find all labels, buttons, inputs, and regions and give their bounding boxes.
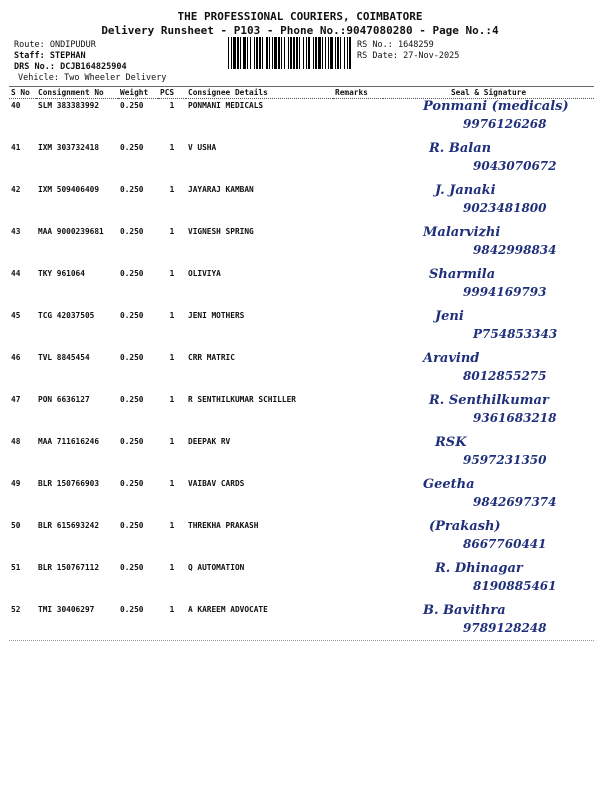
cell-pcs: 1 <box>169 395 175 404</box>
cell-remarks <box>333 183 383 225</box>
barcode-bar <box>247 37 248 69</box>
barcode-bar <box>237 37 239 69</box>
barcode-bar <box>335 37 336 69</box>
handwritten-phone: 8190885461 <box>473 579 557 593</box>
col-sno: S No <box>9 87 36 99</box>
cell-pcs: 1 <box>169 311 175 320</box>
handwritten-signature: R. Balan <box>429 141 492 156</box>
cell-consignment: TMI 30406297 <box>38 605 95 614</box>
table-row <box>9 393 594 435</box>
barcode-bar <box>340 37 341 69</box>
route-value: ONDIPUDUR <box>49 40 96 50</box>
cell-consignment: PON 6636127 <box>38 395 90 404</box>
barcode-bar <box>318 37 321 69</box>
barcode-bar <box>306 37 307 69</box>
rs-no-label: RS No.: <box>357 40 393 50</box>
barcode-bar <box>278 37 280 69</box>
cell-signature <box>383 393 594 435</box>
cell-consignee: PONMANI MEDICALS <box>188 101 264 110</box>
cell-consignment: BLR 150766903 <box>38 479 100 488</box>
cell-sno: 47 <box>11 395 21 404</box>
handwritten-phone: 9361683218 <box>473 411 557 425</box>
handwritten-phone: P754853343 <box>473 327 558 341</box>
cell-consignment: IXM 303732418 <box>38 143 100 152</box>
rs-date-line <box>357 51 459 61</box>
col-pcs: PCS <box>158 87 186 99</box>
barcode-bar <box>344 37 345 69</box>
table-body <box>9 99 594 646</box>
handwritten-phone: 9023481800 <box>463 201 547 215</box>
barcode-bar <box>293 37 295 69</box>
cell-remarks <box>333 435 383 477</box>
barcode-bar <box>308 37 310 69</box>
table-row <box>9 183 594 225</box>
cell-pcs: 1 <box>169 479 175 488</box>
cell-consignee: R SENTHILKUMAR SCHILLER <box>188 395 296 404</box>
cell-weight: 0.250 <box>120 227 144 236</box>
barcode-bar <box>315 37 317 69</box>
barcode <box>228 37 353 69</box>
handwritten-signature: RSK <box>435 435 467 450</box>
cell-remarks <box>333 267 383 309</box>
barcode-bar <box>256 37 258 69</box>
vehicle-line <box>18 73 166 83</box>
barcode-bar <box>250 37 251 69</box>
handwritten-signature: J. Janaki <box>435 183 496 198</box>
cell-weight: 0.250 <box>120 143 144 152</box>
handwritten-phone: 8012855275 <box>463 369 547 383</box>
table-row <box>9 141 594 183</box>
cell-consignment: MAA 9000239681 <box>38 227 104 236</box>
cell-signature <box>383 603 594 645</box>
handwritten-signature: R. Senthilkumar <box>429 393 549 408</box>
barcode-bar <box>347 37 348 69</box>
cell-remarks <box>333 519 383 561</box>
cell-consignment: TKY 961064 <box>38 269 85 278</box>
cell-consignment: MAA 711616246 <box>38 437 100 446</box>
cell-signature <box>383 561 594 603</box>
barcode-bar <box>288 37 289 69</box>
handwritten-phone: 9842998834 <box>473 243 557 257</box>
cell-consignment: TVL 8845454 <box>38 353 90 362</box>
company-title: THE PROFESSIONAL COURIERS, COIMBATORE <box>177 10 423 23</box>
cell-consignee: JENI MOTHERS <box>188 311 245 320</box>
cell-sno: 46 <box>11 353 21 362</box>
barcode-bar <box>322 37 323 69</box>
handwritten-signature: Geetha <box>423 477 475 492</box>
barcode-bar <box>233 37 236 69</box>
handwritten-signature: R. Dhinagar <box>435 561 523 576</box>
cell-remarks <box>333 141 383 183</box>
barcode-bar <box>266 37 268 69</box>
handwritten-phone: 9789128248 <box>463 621 547 635</box>
cell-pcs: 1 <box>169 269 175 278</box>
col-signature: Seal & Signature <box>383 87 594 99</box>
handwritten-phone: 9043070672 <box>473 159 557 173</box>
cell-signature <box>383 141 594 183</box>
cell-consignee: V USHA <box>188 143 217 152</box>
cell-remarks <box>333 603 383 645</box>
cell-consignee: CRR MATRIC <box>188 353 235 362</box>
table-bottom-rule <box>9 640 594 641</box>
cell-weight: 0.250 <box>120 437 144 446</box>
cell-signature <box>383 309 594 351</box>
handwritten-phone: 9976126268 <box>463 117 547 131</box>
cell-pcs: 1 <box>169 437 175 446</box>
cell-sno: 42 <box>11 185 21 194</box>
cell-signature <box>383 351 594 393</box>
runsheet-table <box>9 86 594 645</box>
cell-weight: 0.250 <box>120 479 144 488</box>
barcode-bar <box>328 37 329 69</box>
cell-remarks <box>333 393 383 435</box>
cell-pcs: 1 <box>169 563 175 572</box>
cell-consignment: SLM 383383992 <box>38 101 100 110</box>
cell-sno: 51 <box>11 563 21 572</box>
rs-date-value: 27-Nov-2025 <box>403 51 460 61</box>
cell-weight: 0.250 <box>120 101 144 110</box>
cell-sno: 43 <box>11 227 21 236</box>
cell-signature <box>383 435 594 477</box>
col-consignment: Consignment No <box>36 87 118 99</box>
cell-pcs: 1 <box>169 101 175 110</box>
drs-line <box>14 62 127 72</box>
barcode-bar <box>228 37 229 69</box>
rs-no-value: 1648259 <box>397 40 434 50</box>
cell-consignee: DEEPAK RV <box>188 437 231 446</box>
barcode-bar <box>240 37 241 69</box>
cell-signature <box>383 267 594 309</box>
cell-sno: 49 <box>11 479 21 488</box>
cell-consignment: IXM 509406409 <box>38 185 100 194</box>
cell-sno: 50 <box>11 521 21 530</box>
col-remarks: Remarks <box>333 87 383 99</box>
cell-remarks <box>333 309 383 351</box>
barcode-bar <box>272 37 273 69</box>
table-row <box>9 267 594 309</box>
cell-signature <box>383 477 594 519</box>
barcode-bar <box>231 37 232 69</box>
barcode-bar <box>349 37 351 69</box>
barcode-bar <box>262 37 263 69</box>
staff-value: STEPHAN <box>49 51 86 61</box>
barcode-bar <box>281 37 282 69</box>
cell-pcs: 1 <box>169 353 175 362</box>
runsheet-subtitle: Delivery Runsheet - P103 - Phone No.:9047080280 - Page No.:4 <box>101 24 499 37</box>
table-row <box>9 99 594 142</box>
cell-signature <box>383 183 594 225</box>
table-row <box>9 519 594 561</box>
handwritten-signature: Ponmani (medicals) <box>423 99 569 114</box>
table-row <box>9 225 594 267</box>
staff-label: Staff: <box>14 51 45 61</box>
table-row <box>9 435 594 477</box>
vehicle-value: Two Wheeler Delivery <box>64 73 167 83</box>
handwritten-signature: (Prakash) <box>429 519 501 534</box>
handwritten-phone: 9597231350 <box>463 453 547 467</box>
cell-consignee: Q AUTOMATION <box>188 563 245 572</box>
cell-remarks <box>333 351 383 393</box>
cell-sno: 48 <box>11 437 21 446</box>
col-weight: Weight <box>118 87 158 99</box>
cell-consignment: TCG 42037505 <box>38 311 95 320</box>
cell-consignee: VIGNESH SPRING <box>188 227 254 236</box>
handwritten-phone: 9994169793 <box>463 285 547 299</box>
cell-weight: 0.250 <box>120 563 144 572</box>
cell-consignment: BLR 150767112 <box>38 563 100 572</box>
table-header-row <box>9 87 594 99</box>
cell-sno: 40 <box>11 101 21 110</box>
cell-pcs: 1 <box>169 227 175 236</box>
barcode-bar <box>274 37 277 69</box>
barcode-bar <box>243 37 246 69</box>
cell-sno: 44 <box>11 269 21 278</box>
barcode-bar <box>303 37 304 69</box>
handwritten-phone: 8667760441 <box>463 537 547 551</box>
vehicle-label: Vehicle: <box>18 73 59 83</box>
cell-consignee: OLIVIYA <box>188 269 221 278</box>
cell-pcs: 1 <box>169 143 175 152</box>
handwritten-signature: Malarvizhi <box>423 225 501 240</box>
cell-pcs: 1 <box>169 605 175 614</box>
barcode-bar <box>259 37 261 69</box>
cell-remarks <box>333 225 383 267</box>
cell-sno: 45 <box>11 311 21 320</box>
barcode-bar <box>337 37 339 69</box>
drs-label: DRS No.: <box>14 62 55 72</box>
cell-weight: 0.250 <box>120 521 144 530</box>
table-row <box>9 351 594 393</box>
cell-remarks <box>333 99 383 142</box>
barcode-bar <box>284 37 285 69</box>
cell-consignee: JAYARAJ KAMBAN <box>188 185 254 194</box>
cell-consignee: A KAREEM ADVOCATE <box>188 605 268 614</box>
cell-sno: 41 <box>11 143 21 152</box>
table-row <box>9 309 594 351</box>
handwritten-signature: Jeni <box>435 309 464 324</box>
barcode-bar <box>254 37 255 69</box>
cell-weight: 0.250 <box>120 353 144 362</box>
barcode-bar <box>290 37 292 69</box>
rs-no-line <box>357 40 434 50</box>
handwritten-signature: Sharmila <box>429 267 496 282</box>
handwritten-signature: B. Bavithra <box>423 603 506 618</box>
col-consignee: Consignee Details <box>186 87 333 99</box>
route-label: Route: <box>14 40 45 50</box>
cell-weight: 0.250 <box>120 185 144 194</box>
barcode-bar <box>296 37 298 69</box>
cell-weight: 0.250 <box>120 311 144 320</box>
handwritten-signature: Aravind <box>423 351 480 366</box>
barcode-bar <box>325 37 326 69</box>
cell-weight: 0.250 <box>120 395 144 404</box>
cell-consignment: BLR 615693242 <box>38 521 100 530</box>
handwritten-phone: 9842697374 <box>473 495 557 509</box>
drs-value: DCJB164825904 <box>60 62 127 72</box>
cell-sno: 52 <box>11 605 21 614</box>
barcode-bar <box>313 37 314 69</box>
cell-signature <box>383 519 594 561</box>
cell-consignee: VAIBAV CARDS <box>188 479 245 488</box>
table-row <box>9 603 594 645</box>
barcode-bar <box>330 37 333 69</box>
cell-signature <box>383 99 594 142</box>
barcode-bar <box>299 37 300 69</box>
cell-pcs: 1 <box>169 185 175 194</box>
staff-line <box>14 51 86 61</box>
cell-weight: 0.250 <box>120 605 144 614</box>
cell-consignee: THREKHA PRAKASH <box>188 521 259 530</box>
cell-weight: 0.250 <box>120 269 144 278</box>
table-row <box>9 477 594 519</box>
cell-remarks <box>333 477 383 519</box>
cell-remarks <box>333 561 383 603</box>
table-row <box>9 561 594 603</box>
rs-date-label: RS Date: <box>357 51 398 61</box>
route-line <box>14 40 96 50</box>
cell-signature <box>383 225 594 267</box>
barcode-bar <box>269 37 270 69</box>
cell-pcs: 1 <box>169 521 175 530</box>
